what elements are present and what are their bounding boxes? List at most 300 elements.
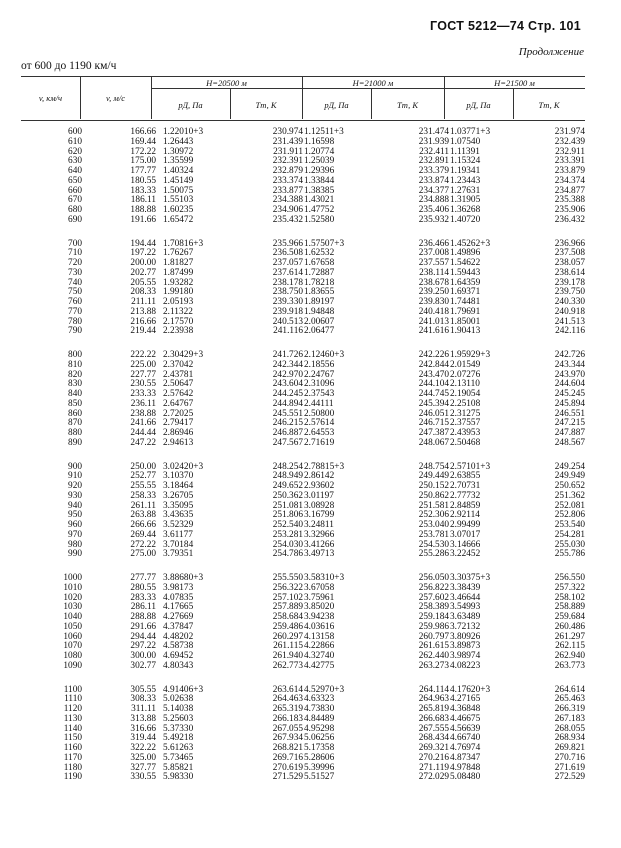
table-cell: 255.55 <box>130 481 156 491</box>
table-cell: 3.14666 <box>450 539 481 550</box>
table-cell: 1.40720 <box>450 214 481 225</box>
table-cell: 232.411 <box>419 146 449 157</box>
table-cell: 760 <box>68 297 82 307</box>
table-cell: 297.22 <box>130 641 156 652</box>
table-cell: 258.389 <box>418 602 449 613</box>
table-cell: 330.55 <box>130 772 156 783</box>
table-cell: 660 <box>68 185 82 196</box>
table-cell: 610 <box>68 136 82 147</box>
table-cell: 255.030 <box>554 539 585 550</box>
table-cell: 1160 <box>63 743 82 753</box>
table-cell: 234.377 <box>418 185 449 196</box>
table-cell: 244.894 <box>272 398 303 409</box>
table-cell: 249.949 <box>554 471 585 482</box>
table-cell: 3.10370 <box>163 471 194 482</box>
table-cell: 250.652 <box>554 481 585 491</box>
table-cell: 770 <box>68 306 82 317</box>
table-cell: 4.58738 <box>163 641 194 652</box>
table-cell: 1.29396 <box>304 166 335 176</box>
table-cell: 3.16799 <box>304 510 335 521</box>
table-cell: 238.057 <box>554 258 585 268</box>
table-cell: 271.119 <box>419 762 449 773</box>
table-cell: 270.716 <box>554 752 585 763</box>
table-cell: 319.44 <box>130 733 156 744</box>
table-cell: 1070 <box>63 641 82 652</box>
table-cell: 256.322 <box>272 582 303 593</box>
table-cell: 253.040 <box>418 520 449 530</box>
table-cell: 254.030 <box>272 539 303 550</box>
table-cell: 249.449 <box>418 471 449 482</box>
table-cell: 3.02420+3 <box>163 461 204 472</box>
table-cell: 1.40324 <box>163 166 194 176</box>
table-cell: 1.94848 <box>304 306 335 317</box>
table-cell: 233.33 <box>130 389 156 399</box>
table-cell: 219.44 <box>130 326 156 337</box>
table-cell: 230.974 <box>272 127 303 137</box>
table-cell: 251.081 <box>272 500 303 511</box>
row-group <box>21 686 585 784</box>
speed-range-label: от 600 до 1190 км/ч <box>21 60 117 72</box>
table-cell: 251.806 <box>272 510 303 521</box>
column-header-v-ms: v, м/с <box>106 93 125 103</box>
table-cell: 2.37543 <box>304 389 335 399</box>
table-cell: 233.391 <box>554 156 585 167</box>
table-cell: 2.86142 <box>304 471 335 482</box>
table-cell: 244.44 <box>130 428 156 438</box>
table-cell: 3.41266 <box>304 539 335 550</box>
table-row <box>21 410 585 420</box>
table-cell: 4.37847 <box>163 621 194 632</box>
table-cell: 5.98330 <box>163 772 194 783</box>
table-cell: 2.37042 <box>163 359 194 370</box>
table-cell: 2.44111 <box>304 398 334 409</box>
table-row <box>21 327 585 337</box>
table-cell: 248.567 <box>554 437 585 448</box>
table-cell: 272.22 <box>130 539 156 550</box>
table-cell: 3.58310+3 <box>304 573 345 583</box>
table-cell: 2.94613 <box>163 437 194 448</box>
table-cell: 4.22866 <box>304 641 335 652</box>
table-cell: 3.32966 <box>304 529 335 540</box>
table-cell: 247.387 <box>418 428 449 438</box>
table-cell: 4.27165 <box>450 694 481 705</box>
table-cell: 2.57642 <box>163 389 194 399</box>
table-cell: 177.77 <box>130 166 156 176</box>
table-cell: 269.716 <box>272 752 303 763</box>
table-row <box>21 206 585 216</box>
table-cell: 2.31275 <box>450 408 481 419</box>
table-cell: 254.281 <box>554 529 585 540</box>
table-cell: 240.418 <box>418 306 449 317</box>
table-cell: 1.72887 <box>304 267 335 278</box>
table-cell: 1.20774 <box>304 146 335 157</box>
table-row <box>21 148 585 158</box>
table-cell: 260.297 <box>272 631 303 642</box>
table-cell: 260.797 <box>418 631 449 642</box>
table-cell: 257.889 <box>272 602 303 613</box>
table-cell: 4.17620+3 <box>450 684 491 695</box>
table-cell: 245.394 <box>418 398 449 409</box>
table-row <box>21 371 585 381</box>
table-cell: 270.619 <box>272 762 303 773</box>
table-cell: 251.581 <box>418 500 449 511</box>
table-cell: 236.432 <box>554 214 585 225</box>
table-cell: 1130 <box>63 713 82 724</box>
table-cell: 240.330 <box>554 297 585 307</box>
table-cell: 264.463 <box>272 694 303 705</box>
table-cell: 2.07276 <box>450 369 481 380</box>
table-cell: 4.73830 <box>304 704 335 714</box>
table-row <box>21 128 585 138</box>
table-cell: 5.17358 <box>304 743 335 753</box>
table-row <box>21 240 585 250</box>
table-row <box>21 167 585 177</box>
table-cell: 267.055 <box>272 723 303 734</box>
table-cell: 850 <box>68 398 82 409</box>
table-cell: 256.822 <box>418 582 449 593</box>
table-cell: 2.17570 <box>163 316 194 327</box>
table-cell: 1040 <box>63 612 82 622</box>
table-cell: 1140 <box>63 723 82 734</box>
table-cell: 241.616 <box>418 326 449 337</box>
table-cell: 1.31905 <box>450 195 481 206</box>
table-cell: 227.77 <box>130 369 156 380</box>
table-row <box>21 269 585 279</box>
table-cell: 3.35095 <box>163 500 194 511</box>
table-cell: 243.344 <box>554 359 585 370</box>
table-cell: 2.57101+3 <box>450 461 491 472</box>
table-cell: 308.33 <box>130 694 156 705</box>
table-cell: 2.79417 <box>163 418 194 429</box>
table-row <box>21 472 585 482</box>
table-row <box>21 419 585 429</box>
table-cell: 234.888 <box>418 195 449 206</box>
table-cell: 2.37557 <box>450 418 481 429</box>
table-cell: 4.27669 <box>163 612 194 622</box>
header-divider <box>151 88 585 89</box>
table-cell: 235.906 <box>554 205 585 215</box>
table-cell: 242.844 <box>418 359 449 370</box>
table-cell: 3.26705 <box>163 490 194 501</box>
table-row <box>21 550 585 560</box>
table-cell: 1030 <box>63 602 82 613</box>
column-header-temperature-1: Tт, К <box>255 100 277 110</box>
table-cell: 322.22 <box>130 743 156 753</box>
table-cell: 2.84859 <box>450 500 481 511</box>
table-cell: 248.067 <box>418 437 449 448</box>
table-cell: 243.604 <box>272 379 303 390</box>
table-cell: 1.12511+3 <box>304 127 344 137</box>
table-cell: 272.529 <box>554 772 585 783</box>
table-row <box>21 439 585 449</box>
table-cell: 271.529 <box>272 772 303 783</box>
table-cell: 249.254 <box>554 461 585 472</box>
table-cell: 5.61263 <box>163 743 194 753</box>
table-cell: 2.18556 <box>304 359 335 370</box>
column-header-v-kmh: v, км/ч <box>38 93 63 103</box>
table-cell: 3.63489 <box>450 612 481 622</box>
table-row <box>21 196 585 206</box>
table-cell: 2.64553 <box>304 428 335 438</box>
table-cell: 235.966 <box>272 238 303 249</box>
table-cell: 231.474 <box>418 127 449 137</box>
table-cell: 2.19054 <box>450 389 481 399</box>
table-cell: 990 <box>68 549 82 560</box>
table-cell: 1.22010+3 <box>163 127 204 137</box>
table-cell: 242.116 <box>555 326 585 337</box>
table-cell: 327.77 <box>130 762 156 773</box>
table-cell: 1.59443 <box>450 267 481 278</box>
table-cell: 4.97848 <box>450 762 481 773</box>
table-cell: 1.25039 <box>304 156 335 167</box>
table-cell: 183.33 <box>130 185 156 196</box>
table-cell: 3.01197 <box>304 490 334 501</box>
table-cell: 235.388 <box>554 195 585 206</box>
table-cell: 175.00 <box>130 156 156 167</box>
table-cell: 2.63855 <box>450 471 481 482</box>
table-cell: 262.115 <box>555 641 585 652</box>
table-cell: 3.49713 <box>304 549 335 560</box>
table-cell: 2.70731 <box>450 481 481 491</box>
table-cell: 730 <box>68 267 82 278</box>
table-cell: 238.88 <box>130 408 156 419</box>
table-cell: 286.11 <box>130 602 156 613</box>
table-cell: 2.31096 <box>304 379 335 390</box>
table-cell: 241.726 <box>272 350 303 360</box>
table-cell: 4.17665 <box>163 602 194 613</box>
table-cell: 244.245 <box>272 389 303 399</box>
column-header-temperature-3: Tт, К <box>538 100 560 110</box>
table-cell: 1.49896 <box>450 248 481 259</box>
table-cell: 1120 <box>63 704 82 714</box>
row-group <box>21 128 585 226</box>
table-cell: 620 <box>68 146 82 157</box>
table-cell: 256.050 <box>418 573 449 583</box>
table-cell: 257.322 <box>554 582 585 593</box>
table-cell: 245.894 <box>554 398 585 409</box>
table-cell: 266.683 <box>418 713 449 724</box>
table-cell: 740 <box>68 277 82 288</box>
table-row <box>21 482 585 492</box>
table-cell: 3.22452 <box>450 549 481 560</box>
table-cell: 234.388 <box>272 195 303 206</box>
table-row <box>21 502 585 512</box>
row-group <box>21 351 585 449</box>
table-cell: 710 <box>68 248 82 259</box>
table-cell: 1.89197 <box>304 297 335 307</box>
table-cell: 2.24767 <box>304 369 335 380</box>
table-cell: 244.745 <box>418 389 449 399</box>
table-cell: 257.102 <box>272 592 303 603</box>
table-cell: 1190 <box>63 772 82 783</box>
table-cell: 1.95929+3 <box>450 350 491 360</box>
table-row <box>21 259 585 269</box>
table-row <box>21 318 585 328</box>
table-cell: 264.963 <box>418 694 449 705</box>
table-cell: 1.27631 <box>450 185 481 196</box>
table-cell: 316.66 <box>130 723 156 734</box>
table-cell: 238.678 <box>418 277 449 288</box>
table-cell: 242.726 <box>554 350 585 360</box>
table-cell: 234.906 <box>272 205 303 215</box>
table-cell: 257.602 <box>418 592 449 603</box>
table-cell: 247.567 <box>272 437 303 448</box>
table-cell: 231.974 <box>554 127 585 137</box>
table-cell: 2.43953 <box>450 428 481 438</box>
table-cell: 2.57614 <box>304 418 335 429</box>
table-cell: 246.715 <box>418 418 449 429</box>
table-cell: 234.374 <box>554 175 585 186</box>
table-cell: 243.470 <box>418 369 449 380</box>
table-row <box>21 603 585 613</box>
table-cell: 3.89873 <box>450 641 481 652</box>
table-cell: 236.966 <box>554 238 585 249</box>
table-cell: 288.88 <box>130 612 156 622</box>
table-cell: 254.786 <box>272 549 303 560</box>
table-cell: 1.16598 <box>304 136 335 147</box>
table-cell: 2.50468 <box>450 437 481 448</box>
table-cell: 4.95298 <box>304 723 335 734</box>
row-group <box>21 574 585 672</box>
table-cell: 275.00 <box>130 549 156 560</box>
table-cell: 263.273 <box>418 660 449 671</box>
table-row <box>21 715 585 725</box>
table-cell: 244.604 <box>554 379 585 390</box>
table-cell: 1080 <box>63 651 82 661</box>
table-cell: 2.13110 <box>450 379 480 390</box>
column-header-altitude-3: H=21500 м <box>494 78 535 88</box>
table-cell: 810 <box>68 359 82 370</box>
table-cell: 880 <box>68 428 82 438</box>
table-cell: 2.71619 <box>304 437 335 448</box>
table-cell: 243.970 <box>554 369 585 380</box>
table-cell: 1.83655 <box>304 287 335 298</box>
table-cell: 1.90413 <box>450 326 481 337</box>
table-cell: 250.362 <box>272 490 303 501</box>
table-cell: 238.178 <box>272 277 303 288</box>
table-cell: 233.879 <box>554 166 585 176</box>
table-cell: 1110 <box>64 694 82 705</box>
table-cell: 211.11 <box>131 297 156 307</box>
table-row <box>21 695 585 705</box>
table-cell: 650 <box>68 175 82 186</box>
table-cell: 4.91406+3 <box>163 684 204 695</box>
table-cell: 5.73465 <box>163 752 194 763</box>
table-cell: 3.46644 <box>450 592 481 603</box>
table-cell: 680 <box>68 205 82 215</box>
table-row <box>21 177 585 187</box>
table-cell: 267.555 <box>418 723 449 734</box>
table-row <box>21 390 585 400</box>
table-cell: 1.67658 <box>304 258 335 268</box>
table-cell: 4.66740 <box>450 733 481 744</box>
table-cell: 268.434 <box>418 733 449 744</box>
table-cell: 1.45262+3 <box>450 238 491 249</box>
table-cell: 3.98173 <box>163 582 194 593</box>
table-cell: 268.821 <box>272 743 303 753</box>
table-cell: 2.99499 <box>450 520 481 530</box>
table-row <box>21 463 585 473</box>
table-cell: 1.33844 <box>304 175 335 186</box>
table-row <box>21 531 585 541</box>
table-cell: 259.486 <box>272 621 303 632</box>
table-cell: 2.50800 <box>304 408 335 419</box>
table-cell: 258.684 <box>272 612 303 622</box>
table-cell: 263.88 <box>130 510 156 521</box>
table-cell: 1170 <box>63 752 82 763</box>
table-cell: 1.62532 <box>304 248 335 259</box>
table-cell: 1060 <box>63 631 82 642</box>
table-cell: 2.64767 <box>163 398 194 409</box>
table-row <box>21 574 585 584</box>
table-cell: 1.99180 <box>163 287 194 298</box>
table-cell: 1.45149 <box>163 175 194 186</box>
table-cell: 830 <box>68 379 82 390</box>
table-row <box>21 351 585 361</box>
table-cell: 600 <box>68 127 82 137</box>
table-cell: 1150 <box>63 733 82 744</box>
table-row <box>21 541 585 551</box>
table-cell: 3.18464 <box>163 481 194 491</box>
table-cell: 244.104 <box>418 379 449 390</box>
table-cell: 1020 <box>63 592 82 603</box>
table-cell: 870 <box>68 418 82 429</box>
table-cell: 188.88 <box>130 205 156 215</box>
table-cell: 2.77732 <box>450 490 481 501</box>
table-cell: 302.77 <box>130 660 156 671</box>
table-cell: 247.887 <box>554 428 585 438</box>
table-cell: 1.23443 <box>450 175 481 186</box>
table-cell: 1.19341 <box>450 166 481 176</box>
table-cell: 2.72025 <box>163 408 194 419</box>
table-cell: 248.754 <box>418 461 449 472</box>
column-header-altitude-1: H=20500 м <box>206 78 247 88</box>
table-cell: 233.374 <box>272 175 303 186</box>
table-cell: 3.24811 <box>304 520 334 530</box>
table-cell: 960 <box>68 520 82 530</box>
table-cell: 1.79691 <box>450 306 481 317</box>
table-cell: 246.051 <box>418 408 449 419</box>
table-cell: 249.652 <box>272 481 303 491</box>
table-cell: 1.38385 <box>304 185 335 196</box>
table-cell: 246.551 <box>554 408 585 419</box>
table-cell: 5.39996 <box>304 762 335 773</box>
table-cell: 172.22 <box>130 146 156 157</box>
table-cell: 5.02638 <box>163 694 194 705</box>
table-cell: 1000 <box>63 573 82 583</box>
table-cell: 169.44 <box>130 136 156 147</box>
table-cell: 4.03616 <box>304 621 335 632</box>
table-cell: 267.934 <box>272 733 303 744</box>
table-cell: 5.28606 <box>304 752 335 763</box>
table-cell: 250.152 <box>418 481 449 491</box>
table-cell: 4.84489 <box>304 713 335 724</box>
table-cell: 4.80343 <box>163 660 194 671</box>
table-row <box>21 764 585 774</box>
table-cell: 239.330 <box>272 297 303 307</box>
table-cell: 1.85001 <box>450 316 481 327</box>
table-cell: 2.23938 <box>163 326 194 337</box>
table-cell: 255.550 <box>272 573 303 583</box>
table-cell: 238.750 <box>272 287 303 298</box>
table-cell: 241.116 <box>273 326 303 337</box>
continued-label: Продолжение <box>518 46 584 58</box>
table-cell: 247.22 <box>130 437 156 448</box>
table-cell: 1180 <box>63 762 82 773</box>
table-cell: 248.254 <box>272 461 303 472</box>
table-cell: 5.25603 <box>163 713 194 724</box>
table-cell: 259.684 <box>554 612 585 622</box>
